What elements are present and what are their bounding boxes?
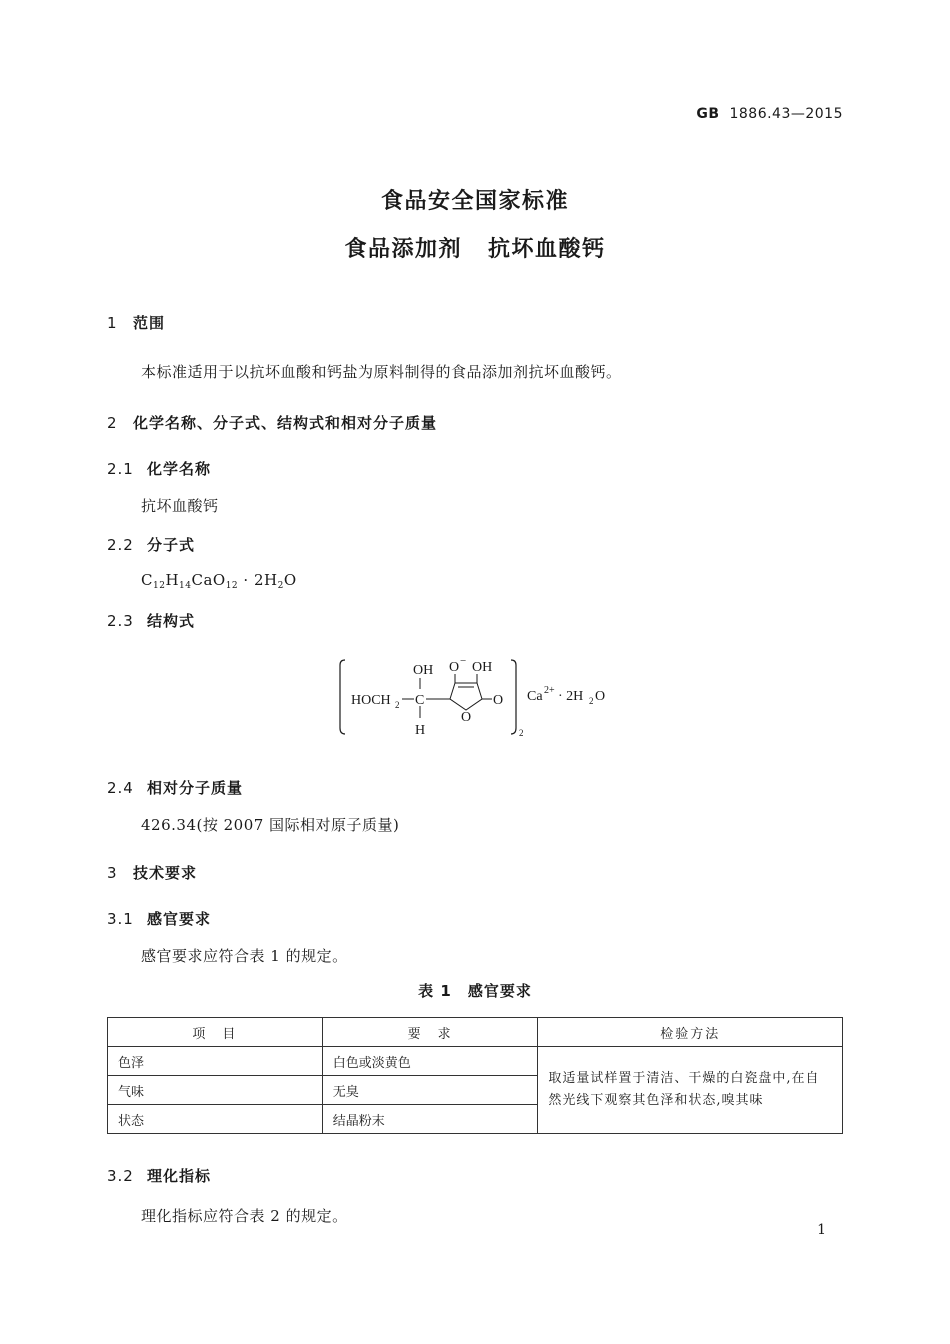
- table-caption: [0, 980, 950, 1001]
- structure-hoch: HOCH: [351, 693, 391, 708]
- standard-prefix: GB: [696, 106, 720, 122]
- structure-o-ring: O: [461, 710, 472, 725]
- structure-c: C: [415, 693, 425, 708]
- cell-item: 状态: [108, 1105, 323, 1134]
- chemical-name: 抗坏血酸钙: [141, 497, 219, 515]
- formula-o-count: 12: [225, 581, 239, 591]
- structure-water-o: O: [595, 689, 606, 704]
- column-header-item: 项 目: [108, 1018, 323, 1047]
- section-number: 2: [107, 414, 118, 432]
- section-title: 范围: [133, 314, 166, 332]
- section-title: 结构式: [147, 612, 196, 630]
- molecular-formula: [141, 571, 297, 591]
- document-title: 食品安全国家标准: [380, 189, 569, 214]
- table-number: 表 1: [418, 982, 452, 1000]
- structure-water: · 2H: [558, 689, 584, 704]
- structure-oh-1: OH: [413, 663, 434, 678]
- formula-water: · 2H: [238, 571, 278, 589]
- cell-item: 色泽: [108, 1047, 323, 1076]
- formula-water-h-count: 2: [277, 581, 284, 591]
- cell-requirement: 无臭: [322, 1076, 538, 1105]
- section-3-1-text: 感官要求应符合表 1 的规定。: [141, 947, 348, 965]
- structure-oh-2: OH: [472, 660, 493, 675]
- section-title: 化学名称: [147, 460, 212, 478]
- structure-outer-sub: 2: [519, 728, 524, 738]
- formula-h-count: 14: [179, 581, 192, 591]
- section-2-3-heading: [107, 610, 195, 631]
- subtitle-part-1: 食品添加剂: [344, 237, 462, 262]
- section-number: 2.2: [107, 536, 134, 554]
- column-header-requirement: 要 求: [322, 1018, 538, 1047]
- standard-code: [696, 106, 843, 122]
- standard-number: 1886.43—2015: [729, 106, 843, 122]
- table-header-row: [108, 1018, 843, 1047]
- section-title: 相对分子质量: [147, 779, 244, 797]
- document-subtitle: [0, 232, 950, 263]
- section-1-text: 本标准适用于以抗坏血酸和钙盐为原料制得的食品添加剂抗坏血酸钙。: [141, 363, 622, 381]
- molecular-mass: 426.34(按 2007 国际相对原子质量): [141, 816, 400, 834]
- section-3-2-text: 理化指标应符合表 2 的规定。: [141, 1207, 348, 1225]
- section-1-heading: [107, 312, 165, 333]
- structure-ca: Ca: [527, 689, 543, 704]
- section-title: 感官要求: [147, 910, 212, 928]
- section-3-1-heading: [107, 908, 211, 929]
- cell-test-method: 取适量试样置于清洁、干燥的白瓷盘中,在自然光线下观察其色泽和状态,嗅其味: [538, 1047, 843, 1134]
- table-row: [108, 1047, 843, 1076]
- column-header-method: 检验方法: [538, 1018, 843, 1047]
- structure-minus-sign: −: [460, 655, 467, 667]
- section-title: 技术要求: [133, 864, 198, 882]
- cell-item: 气味: [108, 1076, 323, 1105]
- right-bracket: [511, 660, 516, 734]
- section-number: 3.1: [107, 910, 134, 928]
- section-number: 3.2: [107, 1167, 134, 1185]
- subtitle-part-2: 抗坏血酸钙: [488, 237, 606, 262]
- left-bracket: [340, 660, 345, 734]
- section-2-2-heading: [107, 534, 195, 555]
- section-number: 3: [107, 864, 118, 882]
- section-2-heading: [107, 412, 437, 433]
- cell-requirement: 结晶粉末: [322, 1105, 538, 1134]
- structure-water-sub: 2: [589, 696, 594, 706]
- section-3-heading: [107, 862, 197, 883]
- formula-cao: CaO: [191, 571, 226, 589]
- structure-h: H: [415, 723, 426, 738]
- section-number: 2.3: [107, 612, 134, 630]
- structure-hoch-sub: 2: [395, 700, 400, 710]
- section-2-4-heading: [107, 777, 243, 798]
- table-title: 感官要求: [467, 982, 532, 1000]
- structure-o-right: O: [493, 693, 504, 708]
- formula-c: C: [141, 571, 153, 589]
- section-number: 2.1: [107, 460, 134, 478]
- formula-h: H: [165, 571, 180, 589]
- section-number: 1: [107, 314, 118, 332]
- cell-requirement: 白色或淡黄色: [322, 1047, 538, 1076]
- section-2-1-heading: [107, 458, 211, 479]
- formula-water-o: O: [283, 571, 297, 589]
- sensory-requirements-table: [107, 1017, 843, 1134]
- formula-c-count: 12: [152, 581, 166, 591]
- section-title: 理化指标: [147, 1167, 212, 1185]
- structure-ca-charge: 2+: [544, 685, 555, 696]
- section-title: 化学名称、分子式、结构式和相对分子质量: [133, 414, 438, 432]
- structural-formula: [335, 650, 635, 745]
- section-number: 2.4: [107, 779, 134, 797]
- section-title: 分子式: [147, 536, 196, 554]
- page-number: 1: [817, 1222, 826, 1238]
- structure-o-minus: O: [449, 660, 460, 675]
- section-3-2-heading: [107, 1165, 211, 1186]
